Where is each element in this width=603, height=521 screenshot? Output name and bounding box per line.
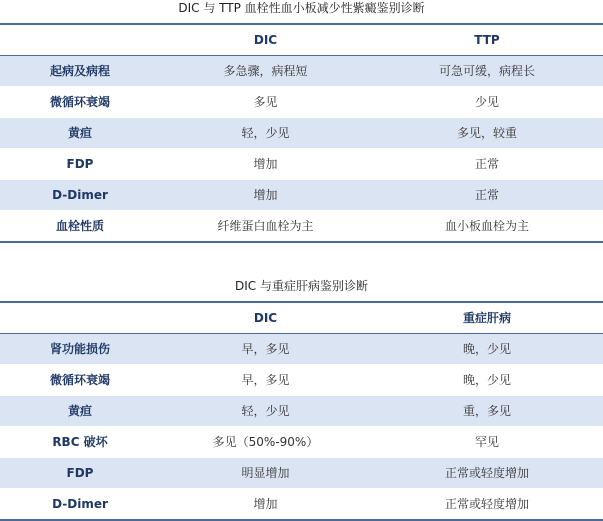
row-label: 黄疸 [0, 118, 160, 149]
cell-dic: 轻，少见 [160, 396, 371, 427]
table-row [0, 180, 603, 211]
cell-dic: 明显增加 [160, 458, 371, 489]
cell-liver-disease: 罕见 [371, 427, 603, 458]
row-label: 血栓性质 [0, 211, 160, 243]
row-label: 起病及病程 [0, 56, 160, 87]
header-dic: DIC [160, 302, 371, 334]
cell-ttp: 可急可缓，病程长 [371, 56, 603, 87]
cell-dic: 多急骤，病程短 [160, 56, 371, 87]
table-row [0, 489, 603, 521]
cell-ttp: 正常 [371, 180, 603, 211]
cell-liver-disease: 晚，少见 [371, 334, 603, 365]
table-row [0, 149, 603, 180]
table1-caption: DIC 与 TTP 血栓性血小板减少性紫癜鉴别诊断 [178, 1, 425, 15]
cell-ttp: 血小板血栓为主 [371, 211, 603, 243]
header-blank-cell [0, 302, 160, 334]
cell-liver-disease: 重，多见 [371, 396, 603, 427]
cell-dic: 早，多见 [160, 334, 371, 365]
cell-ttp: 少见 [371, 87, 603, 118]
table2-caption: DIC 与重症肝病鉴别诊断 [235, 279, 368, 293]
cell-ttp: 正常 [371, 149, 603, 180]
table-header-row [0, 302, 603, 334]
cell-dic: 增加 [160, 180, 371, 211]
table-header-row [0, 24, 603, 56]
cell-dic: 增加 [160, 149, 371, 180]
dic-vs-ttp-table [0, 23, 603, 243]
table-row [0, 118, 603, 149]
cell-ttp: 多见，较重 [371, 118, 603, 149]
cell-dic: 早，多见 [160, 365, 371, 396]
cell-dic: 多见 [160, 87, 371, 118]
cell-liver-disease: 正常或轻度增加 [371, 458, 603, 489]
table-row [0, 365, 603, 396]
table-row [0, 396, 603, 427]
row-label: FDP [0, 149, 160, 180]
dic-vs-liver-disease-table [0, 301, 603, 521]
cell-liver-disease: 晚，少见 [371, 365, 603, 396]
row-label: RBC 破坏 [0, 427, 160, 458]
table-row [0, 458, 603, 489]
header-ttp: TTP [371, 24, 603, 56]
cell-liver-disease: 正常或轻度增加 [371, 489, 603, 521]
row-label: 微循环衰竭 [0, 87, 160, 118]
header-blank-cell [0, 24, 160, 56]
table-row [0, 87, 603, 118]
row-label: D-Dimer [0, 180, 160, 211]
row-label: 肾功能损伤 [0, 334, 160, 365]
row-label: D-Dimer [0, 489, 160, 521]
cell-dic: 纤维蛋白血栓为主 [160, 211, 371, 243]
cell-dic: 增加 [160, 489, 371, 521]
header-liver-disease: 重症肝病 [371, 302, 603, 334]
table-row [0, 56, 603, 87]
table-row [0, 427, 603, 458]
table-row [0, 211, 603, 243]
row-label: 微循环衰竭 [0, 365, 160, 396]
row-label: 黄疸 [0, 396, 160, 427]
table-row [0, 334, 603, 365]
row-label: FDP [0, 458, 160, 489]
header-dic: DIC [160, 24, 371, 56]
cell-dic: 轻，少见 [160, 118, 371, 149]
cell-dic: 多见（50%-90%） [160, 427, 371, 458]
